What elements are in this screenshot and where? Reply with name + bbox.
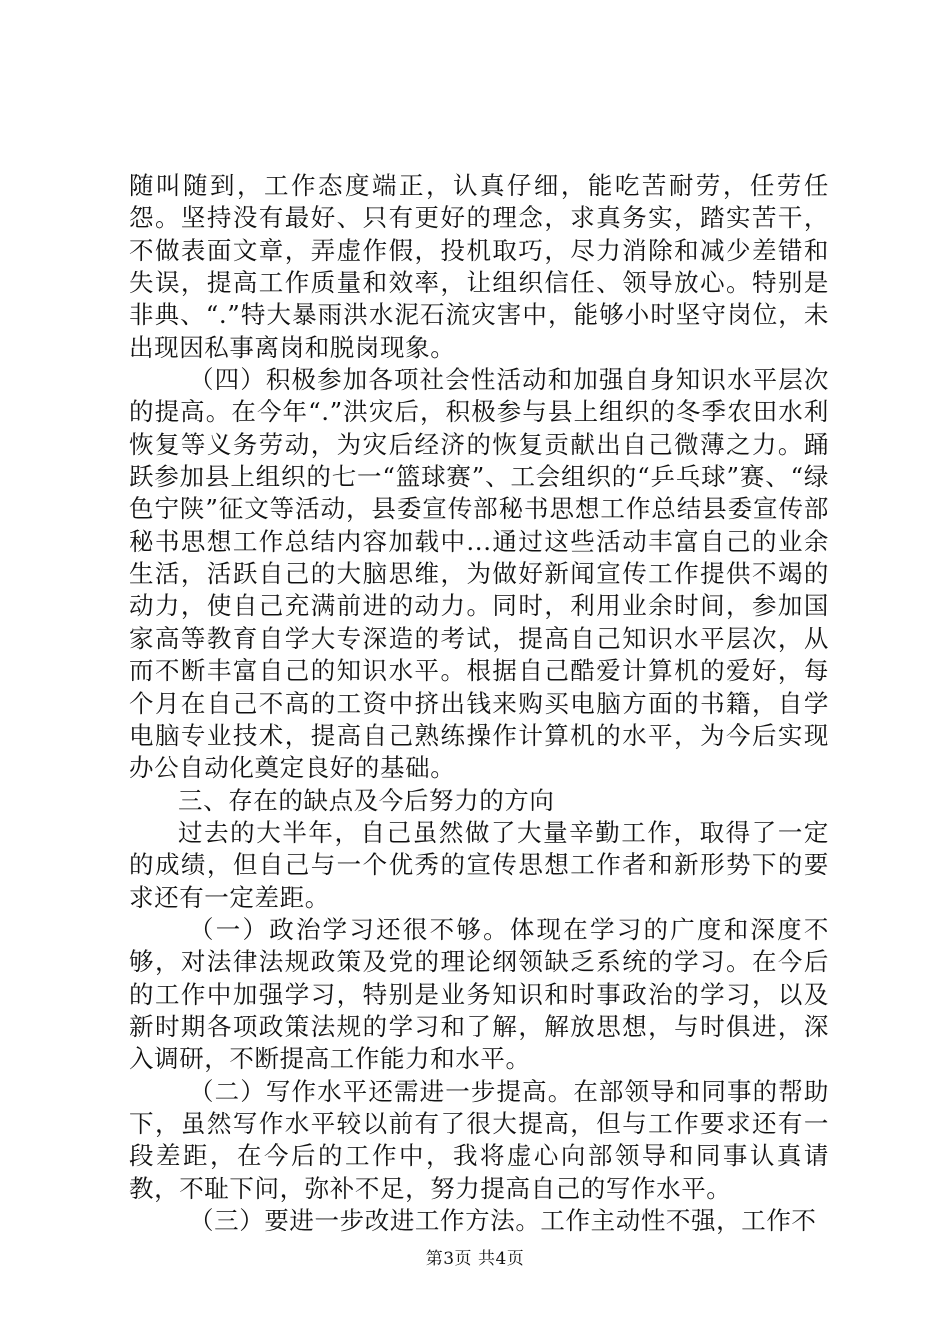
paragraph-social-activities: （四）积极参加各项社会性活动和加强自身知识水平层次的提高。在今年“.”洪灾后，积极参与县上组织的冬季农田水利恢复等义务劳动，为灾后经济的恢复贡献出自己微薄之力。踊跃参加县上组织的七一“篮球赛”、工会组织的“乒乓球”赛、“绿色宁陕”征文等活动，县委宣传部秘书思想工作总结县委宣传部秘书思想工作总结内容加载中...通过这些活动丰富自己的业余生活，活跃自己的大脑思维，为做好新闻宣传工作提供不竭的动力，使自己充满前进的动力。同时，利用业余时间，参加国家高等教育自学大专深造的考试，提高自己知识水平层次，从而不断丰富自己的知识水平。根据自己酷爱计算机的爱好，每个月在自己不高的工资中挤出钱来购买电脑方面的书籍，自学电脑专业技术，提高自己熟练操作计算机的水平，为今后实现办公自动化奠定良好的基础。 xyxy=(129,365,829,783)
paragraph-political-study: （一）政治学习还很不够。体现在学习的广度和深度不够，对法律法规政策及党的理论纲领缺乏系统的学习。在今后的工作中加强学习，特别是业务知识和时事政治的学习，以及新时期各项政策法规的学习和了解，解放思想，与时俱进，深入调研，不断提高工作能力和水平。 xyxy=(129,914,829,1074)
section-heading-shortcomings: 三、存在的缺点及今后努力的方向 xyxy=(178,785,555,815)
paragraph-work-attitude: 随叫随到，工作态度端正，认真仔细，能吃苦耐劳，任劳任怨。坚持没有最好、只有更好的理念，求真务实，踏实苦干，不做表面文章，弄虚作假，投机取巧，尽力消除和减少差错和失误，提高工作质量和效率，让组织信任、领导放心。特别是非典、“.”特大暴雨洪水泥石流灾害中，能够小时坚守岗位，未出现因私事离岗和脱岗现象。 xyxy=(129,171,829,362)
paragraph-summary: 过去的大半年，自己虽然做了大量辛勤工作，取得了一定的成绩，但自己与一个优秀的宣传思想工作者和新形势下的要求还有一定差距。 xyxy=(129,817,829,912)
document-body xyxy=(129,170,829,1237)
paragraph-work-methods: （三）要进一步改进工作方法。工作主动性不强，工作不 xyxy=(189,1206,817,1235)
paragraph-writing-level: （二）写作水平还需进一步提高。在部领导和同事的帮助下，虽然写作水平较以前有了很大提高，但与工作要求还有一段差距，在今后的工作中，我将虚心向部领导和同事认真请教，不耻下问，弥补不足，努力提高自己的写作水平。 xyxy=(129,1076,829,1203)
page-number-footer: 第3页 共4页 xyxy=(425,1249,525,1269)
